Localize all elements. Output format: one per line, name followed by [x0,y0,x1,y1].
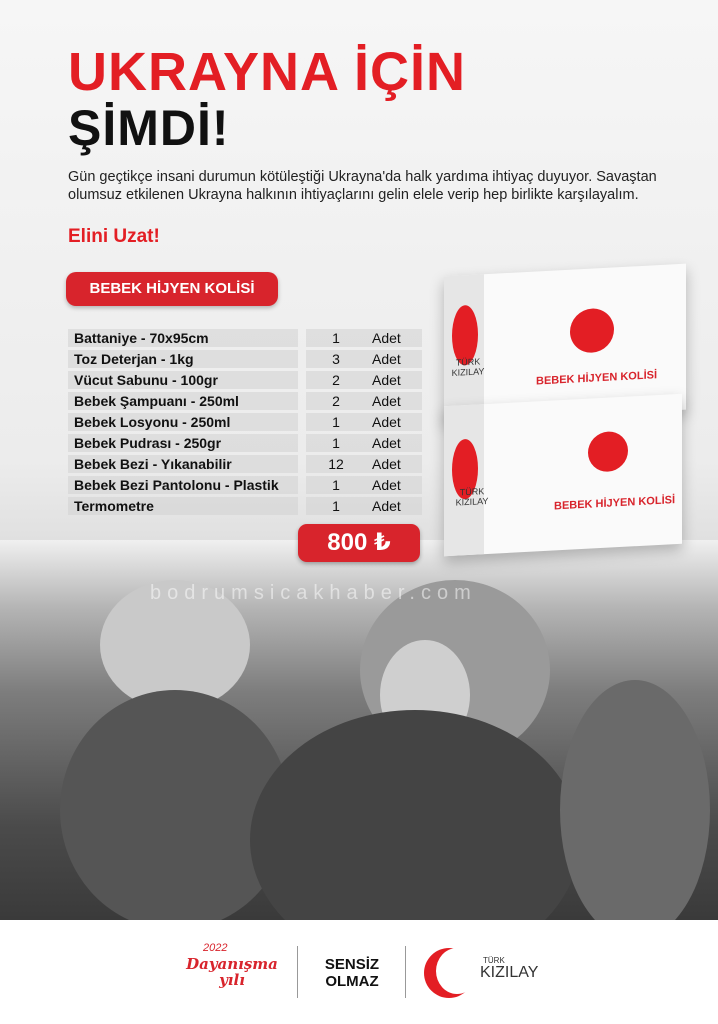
kizilay-turk-text: TÜRK [483,956,505,965]
item-row [68,350,422,368]
cell-gap [298,434,306,452]
cell-gap [298,329,306,347]
item-qty: 1 [306,476,366,494]
item-unit: Adet [366,329,422,347]
item-name: Bebek Pudrası - 250gr [68,434,298,452]
item-qty: 1 [306,497,366,515]
box-brand-small [448,356,488,378]
item-row [68,434,422,452]
item-qty: 1 [306,329,366,347]
box-label: BEBEK HİJYEN KOLİSİ [536,369,658,388]
headline-line-1: UKRAYNA İÇİN [68,42,467,102]
price-badge: 800 ₺ [298,524,420,562]
item-unit: Adet [366,392,422,410]
item-name: Toz Deterjan - 1kg [68,350,298,368]
item-name: Vücut Sabunu - 100gr [68,371,298,389]
item-qty: 2 [306,371,366,389]
item-unit: Adet [366,434,422,452]
item-name: Bebek Losyonu - 250ml [68,413,298,431]
item-row [68,413,422,431]
item-unit: Adet [366,413,422,431]
box-label: BEBEK HİJYEN KOLİSİ [554,494,676,513]
box-brand-small [452,486,492,508]
intro-text: Gün geçtikçe insani durumun kötüleştiği Ukrayna'da halk yardıma ihtiyaç duyuyor. Savaştan olumsuz etkilenen Ukrayna halkının ihtiyaçlarını gelin elele verip hep birlikte karşılayalım. [68,169,657,203]
sensiz-word: SENSİZ [324,956,380,973]
item-row [68,392,422,410]
item-unit: Adet [366,350,422,368]
item-row [68,497,422,515]
items-table [68,326,422,518]
item-row [68,329,422,347]
footer-divider [405,946,406,998]
footer-divider [297,946,298,998]
item-name: Bebek Bezi - Yıkanabilir [68,455,298,473]
footer-year: 2022 [203,942,228,954]
package-title-badge: BEBEK HİJYEN KOLİSİ [66,272,278,306]
cell-gap [298,476,306,494]
box-brand-top: TÜRK [455,356,481,368]
item-qty: 12 [306,455,366,473]
dayanisma-word: Dayanışma [186,955,278,973]
cell-gap [298,371,306,389]
item-qty: 1 [306,413,366,431]
item-unit: Adet [366,455,422,473]
watermark: bodrumsicakhaber.com [150,582,477,604]
item-unit: Adet [366,371,422,389]
item-name: Termometre [68,497,298,515]
cell-gap [298,497,306,515]
crescent-icon [588,431,628,473]
headline-line-2: ŞİMDİ! [68,100,230,156]
item-name: Bebek Şampuanı - 250ml [68,392,298,410]
item-name: Bebek Bezi Pantolonu - Plastik [68,476,298,494]
item-unit: Adet [366,476,422,494]
item-qty: 2 [306,392,366,410]
call-to-action: Elini Uzat! [68,226,160,247]
cell-gap [298,455,306,473]
box-brand: KIZILAY [451,366,485,378]
sensiz-olmaz-logo [318,956,386,990]
item-row [68,455,422,473]
aid-box-bottom [444,394,682,556]
dayanisma-logo [182,956,282,988]
crescent-icon [570,307,614,353]
item-qty: 3 [306,350,366,368]
item-name: Battaniye - 70x95cm [68,329,298,347]
item-qty: 1 [306,434,366,452]
cell-gap [298,392,306,410]
item-unit: Adet [366,497,422,515]
olmaz-word: OLMAZ [325,973,379,990]
background-person-shape [560,680,710,920]
kizilay-name-text: KIZILAY [480,964,539,981]
cell-gap [298,413,306,431]
item-row [68,476,422,494]
box-brand-top: TÜRK [459,486,485,498]
box-brand: KIZILAY [455,495,489,508]
item-row [68,371,422,389]
kizilay-crescent-icon [424,948,474,998]
child-jacket-shape [250,710,580,920]
yili-word: yılı [219,971,245,989]
cell-gap [298,350,306,368]
